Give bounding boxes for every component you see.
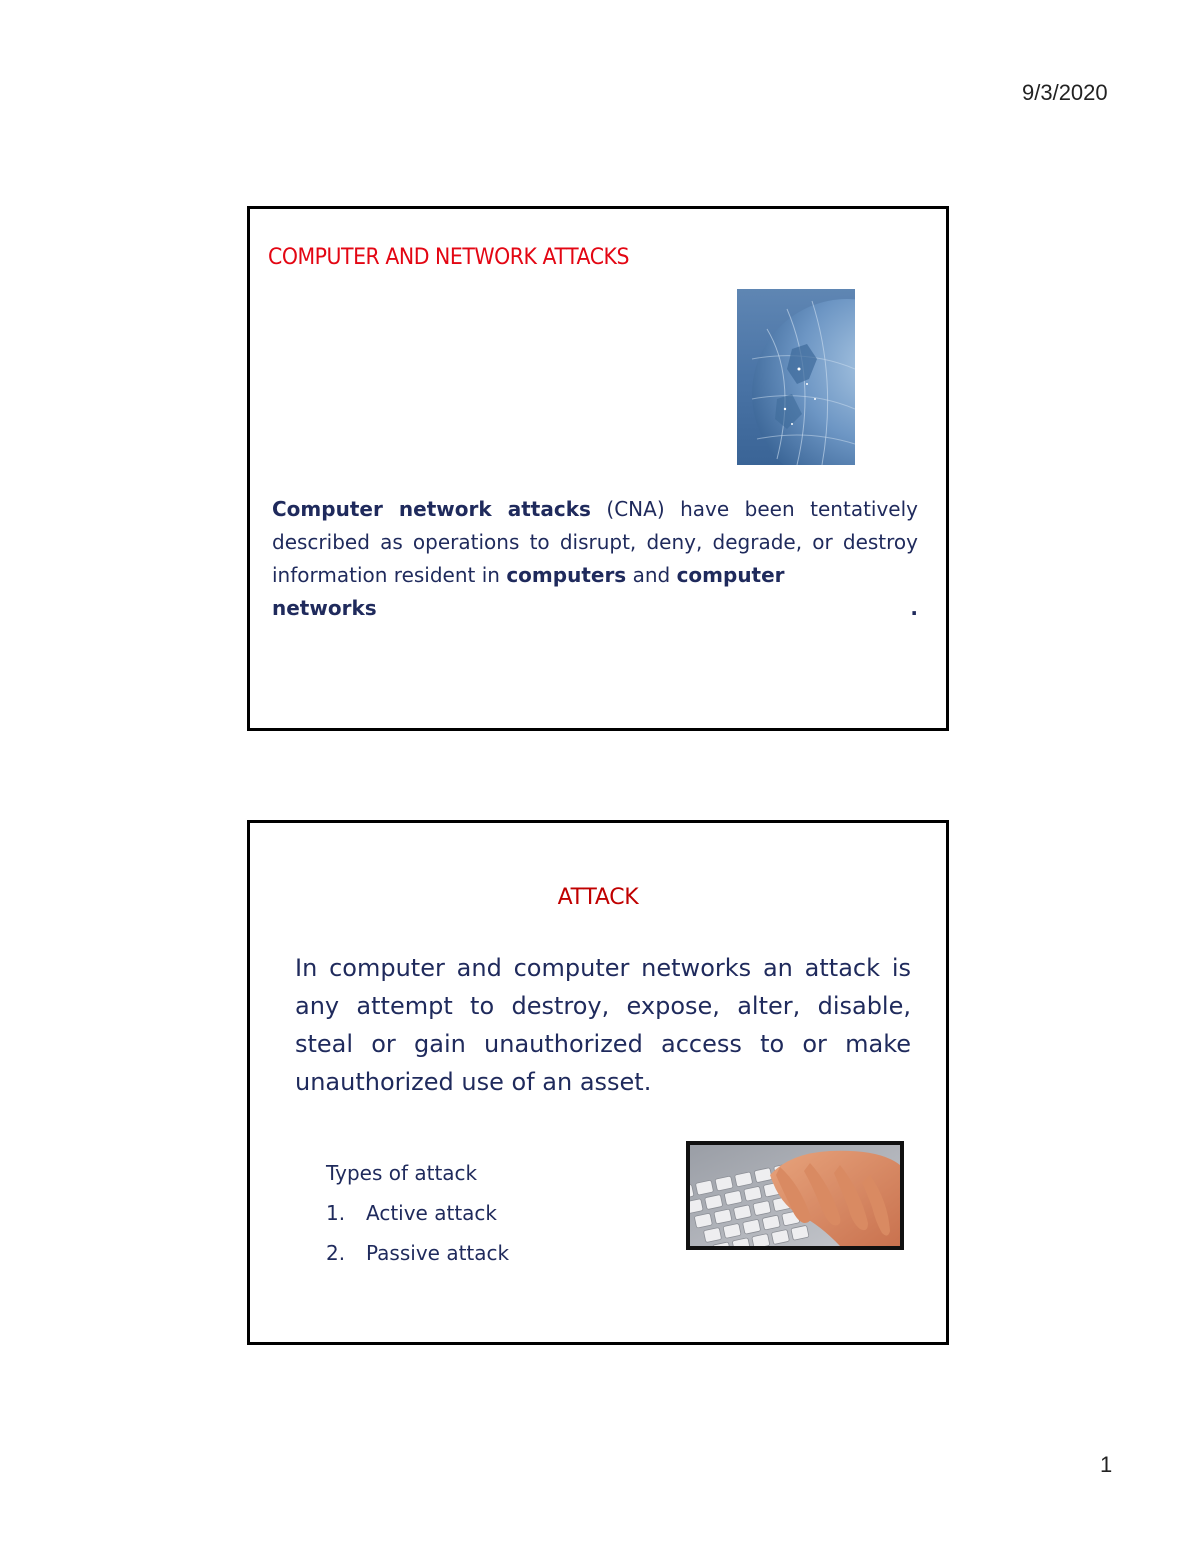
page-number: 1: [1100, 1452, 1113, 1477]
slide-title: COMPUTER AND NETWORK ATTACKS: [268, 245, 630, 270]
globe-image: [737, 289, 855, 465]
slide-computer-network-attacks: [247, 206, 949, 731]
page-date: 9/3/2020: [1022, 80, 1108, 105]
body-text-1: (CNA) have been tentatively described as operations to disrupt, deny, degrade, or destroy information resident in: [272, 497, 918, 587]
list-item-number: 2.: [326, 1241, 346, 1265]
bold-networks: networks: [272, 596, 377, 620]
slide-attack: [247, 820, 949, 1345]
bold-computers: computers: [506, 563, 627, 587]
list-item-label: Active attack: [366, 1201, 497, 1225]
keyboard-hand-image: [686, 1141, 904, 1250]
term-bold: Computer network attacks: [272, 497, 591, 521]
body-text-2: and: [626, 563, 677, 587]
list-item: [326, 1193, 509, 1233]
list-item: [326, 1233, 509, 1273]
types-of-attack-list: [326, 1153, 509, 1273]
attack-definition: In computer and computer networks an attack is any attempt to destroy, expose, alter, disable, steal or gain unauthorized access to or make unauthorized use of an asset.: [295, 954, 911, 1096]
slide-body: [272, 493, 918, 625]
list-item-label: Passive attack: [366, 1241, 510, 1265]
bold-computer: computer: [676, 563, 785, 587]
body-period: .: [910, 596, 918, 620]
slide-title: ATTACK: [557, 885, 639, 910]
list-item-number: 1.: [326, 1201, 346, 1225]
body-last-line: [272, 592, 918, 625]
types-heading: Types of attack: [326, 1161, 478, 1185]
